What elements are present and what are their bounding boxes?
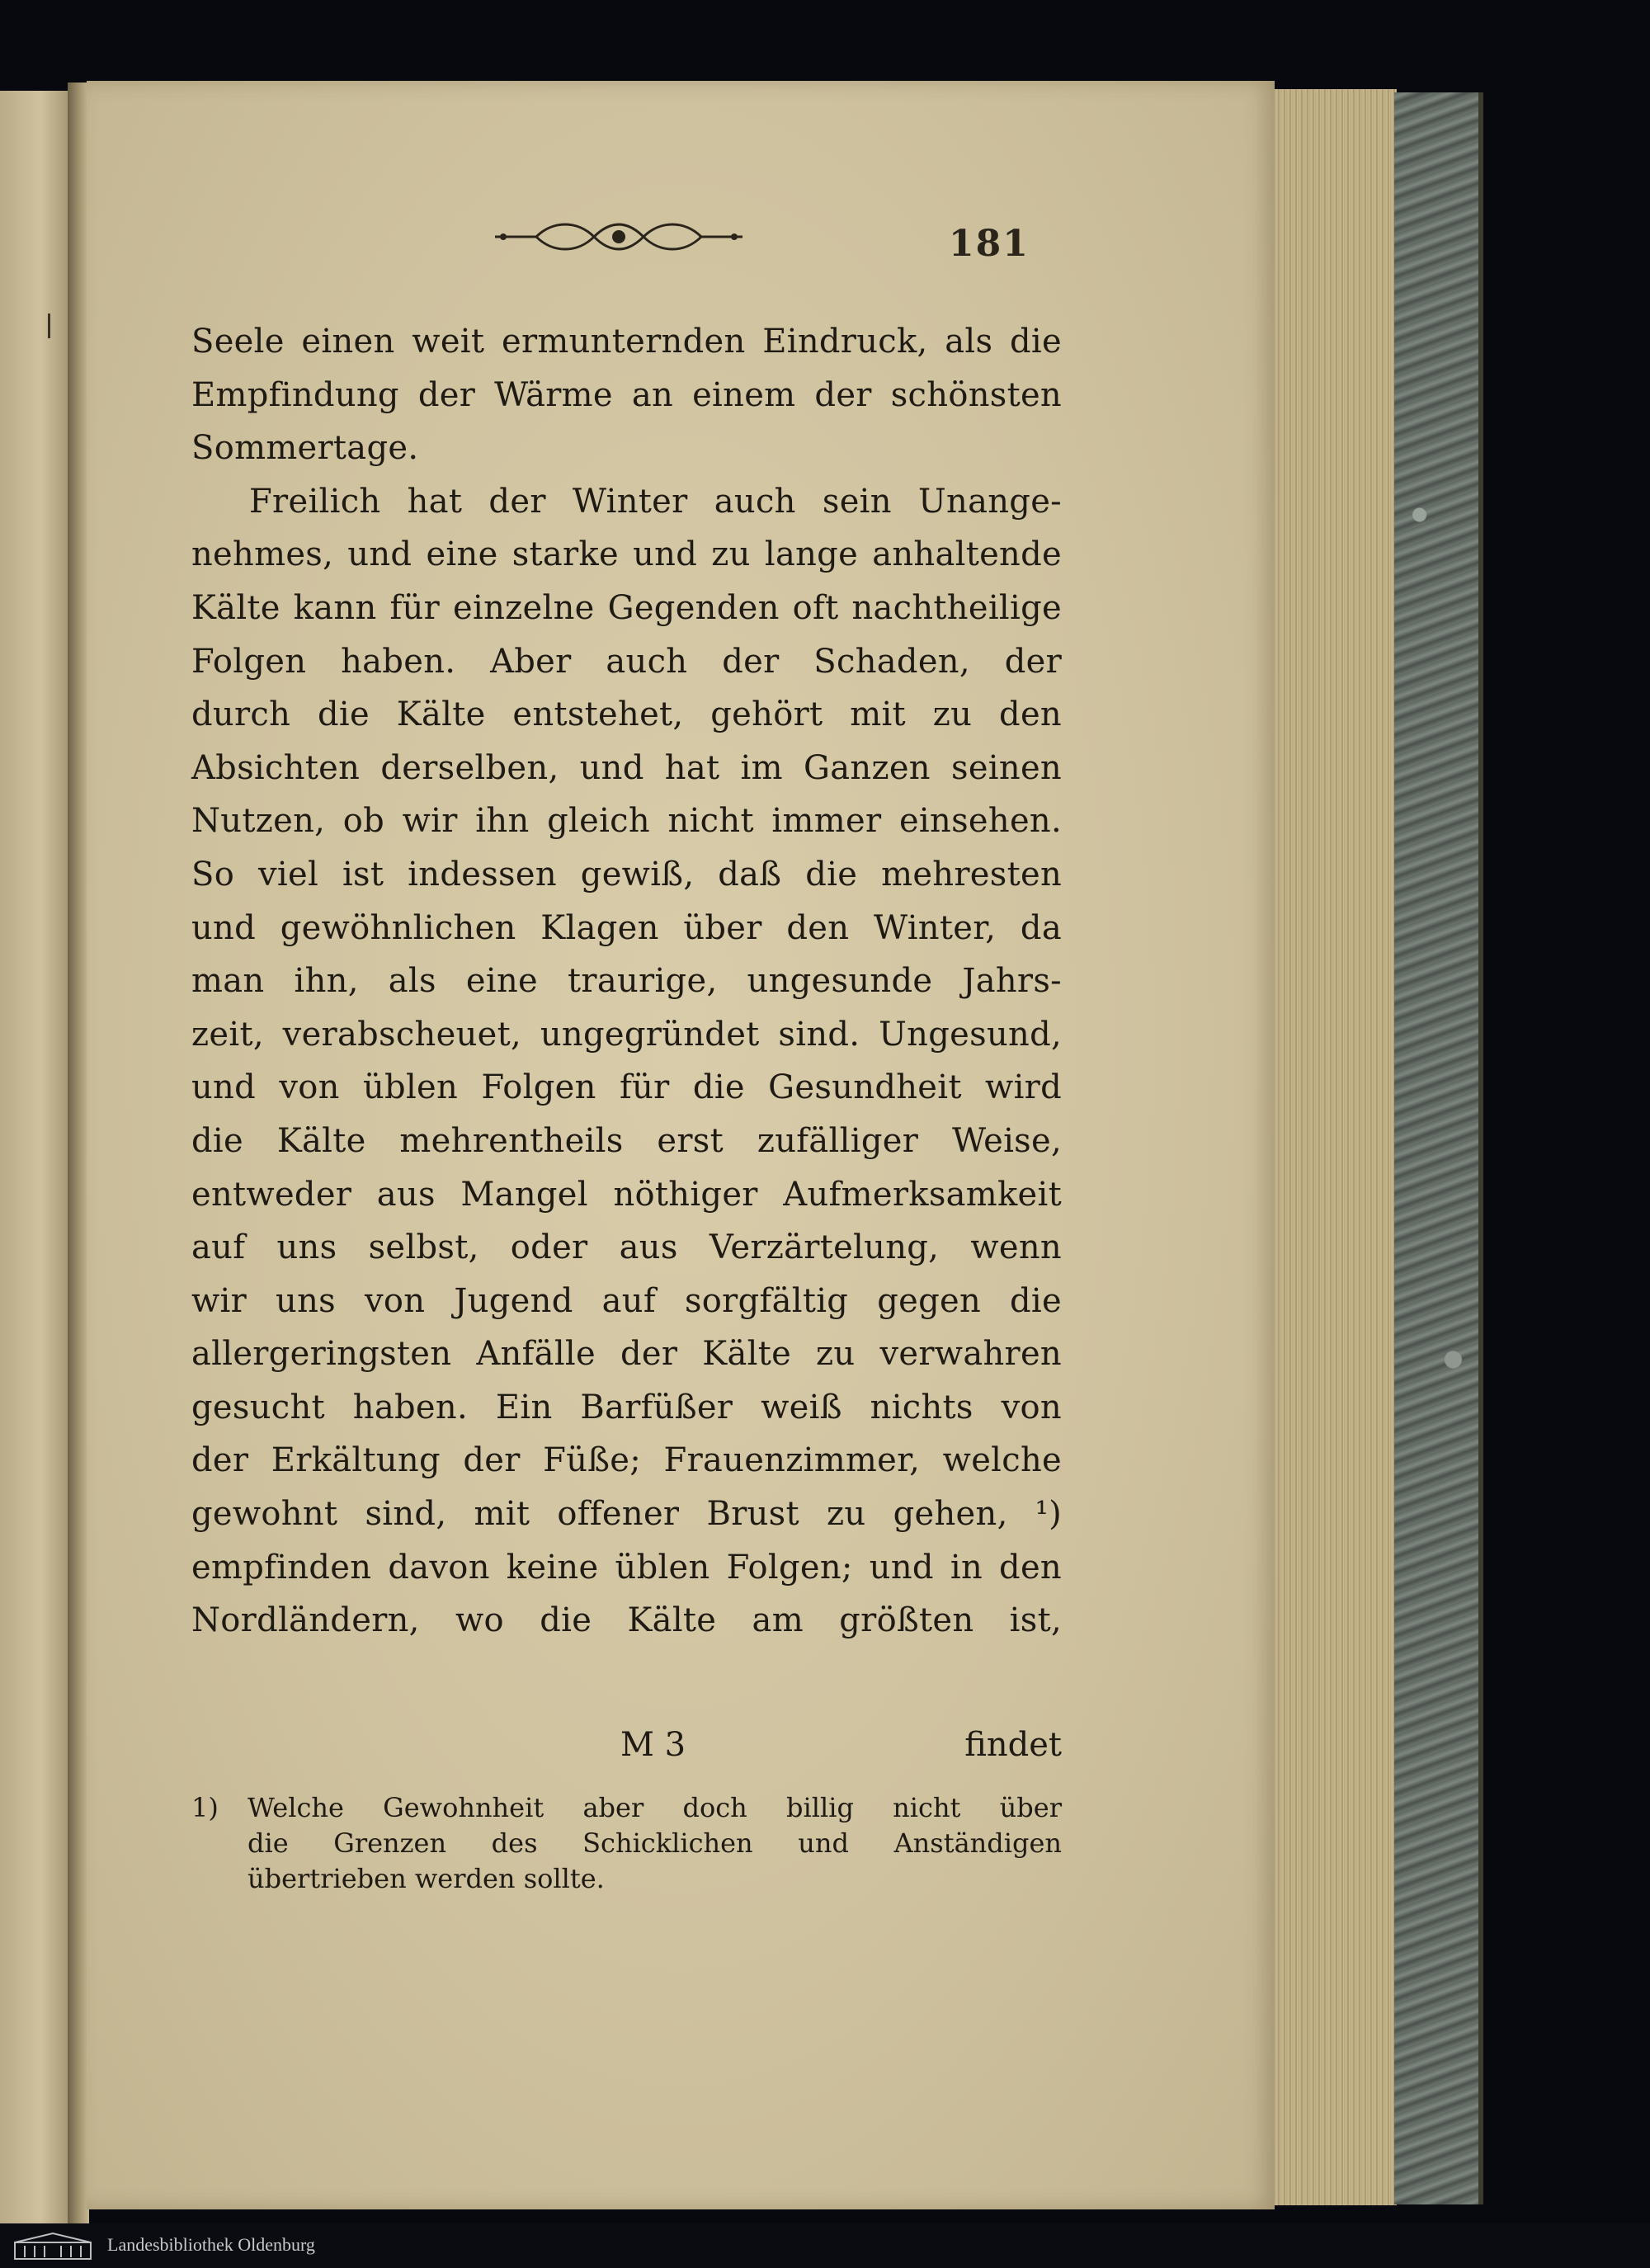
text-line: durch die Kälte entstehet, gehört mit zu den [191, 695, 1062, 734]
text-line: Freilich hat der Winter auch sein Unange- [249, 482, 1062, 521]
footnote [191, 1790, 1062, 1897]
text-line: Empfindung der Wärme an einem der schönsten [191, 375, 1062, 414]
text-line: nehmes, und eine starke und zu lange anhaltende [191, 535, 1062, 574]
text-line: Folgen haben. Aber auch der Schaden, der [191, 642, 1062, 681]
footnote-text: Welche Gewohnheit aber doch billig nicht über [248, 1792, 1062, 1823]
catchline [191, 1726, 1062, 1775]
text-line: empfinden davon keine üblen Folgen; und in den [191, 1548, 1062, 1587]
text-line: entweder aus Mangel nöthiger Aufmerksamkeit [191, 1175, 1062, 1214]
text-line: man ihn, als eine traurige, ungesunde Jahrs- [191, 962, 1062, 1001]
page-number: 181 [949, 223, 1030, 265]
text-line: allergeringsten Anfälle der Kälte zu verwahren [191, 1335, 1062, 1374]
text-line: die Kälte mehrentheils erst zufälliger Weise, [191, 1121, 1062, 1160]
text-line: zeit, verabscheuet, ungegründet sind. Ungesund, [191, 1015, 1062, 1054]
body-text [191, 315, 1062, 1648]
text-line: der Erkältung der Füße; Frauenzimmer, welche [191, 1441, 1062, 1480]
left-page-edge [0, 91, 68, 2228]
footnote-marker: 1) [191, 1792, 219, 1823]
catchword: findet [964, 1726, 1062, 1764]
text-line: wir uns von Jugend auf sorgfältig gegen die [191, 1281, 1062, 1320]
page-block-edges [1269, 89, 1397, 2205]
fleuron-ornament-icon [487, 216, 751, 257]
text-line: und von üblen Folgen für die Gesundheit wird [191, 1068, 1062, 1107]
text-line: gesucht haben. Ein Barfüßer weiß nichts von [191, 1388, 1062, 1426]
text-line: und gewöhnlichen Klagen über den Winter, da [191, 908, 1062, 947]
footnote-line [191, 1790, 1062, 1826]
footnote-line: übertrieben werden sollte. [248, 1863, 605, 1894]
text-line: So viel ist indessen gewiß, daß die mehresten [191, 855, 1062, 894]
library-name: Landesbibliothek Oldenburg [107, 2234, 315, 2255]
text-line: auf uns selbst, oder aus Verzärtelung, wenn [191, 1228, 1062, 1267]
text-line: Sommertage. [191, 429, 419, 468]
marbled-cover [1394, 92, 1483, 2204]
text-line: Seele einen weit ermunternden Eindruck, als die [191, 323, 1062, 361]
text-line: Nordländern, wo die Kälte am größten ist, [191, 1601, 1062, 1640]
text-line: Absichten derselben, und hat im Ganzen seinen [191, 748, 1062, 787]
text-line: Kälte kann für einzelne Gegenden oft nachtheilige [191, 588, 1062, 627]
library-building-icon [12, 2231, 94, 2261]
text-line: gewohnt sind, mit offener Brust zu gehen, ¹) [191, 1495, 1062, 1534]
text-line: Nutzen, ob wir ihn gleich nicht immer einsehen. [191, 802, 1062, 841]
left-page-mark [48, 314, 50, 338]
signature-mark: M 3 [620, 1726, 686, 1764]
footnote-line: die Grenzen des Schicklichen und Anständigen [248, 1827, 1062, 1859]
